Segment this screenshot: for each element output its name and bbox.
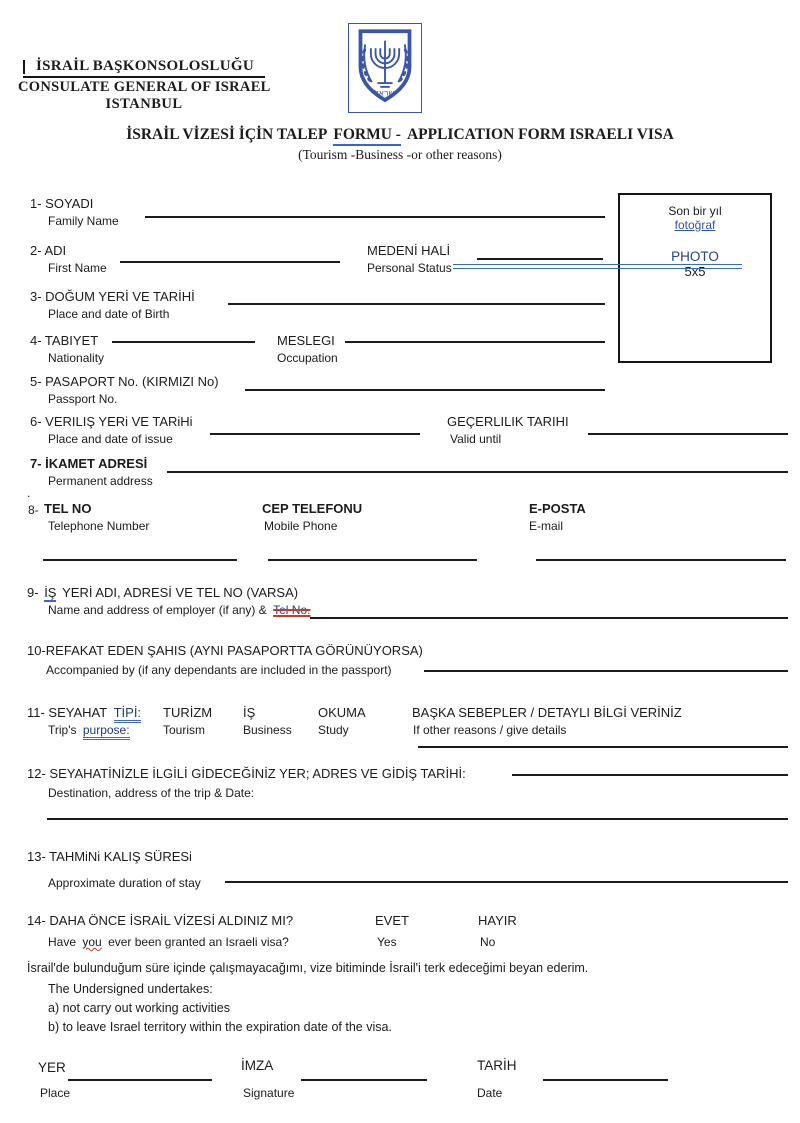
issue-place-date-input-line[interactable] <box>210 433 420 435</box>
passport-no-input-line[interactable] <box>245 389 605 391</box>
field-13-sublabel: Approximate duration of stay <box>48 876 201 890</box>
field-12-label: 12- SEYAHATİNİZLE İLGİLİ GİDECEĞİNİZ YER; ADRES VE GİDİŞ TARİHİ: <box>27 766 466 781</box>
consulate-name-underline <box>23 76 265 78</box>
field-2b-sublabel: Personal Status <box>367 261 452 275</box>
field-9-struck-telno: Tel No. <box>273 603 311 617</box>
field-8-label: TEL NO <box>44 501 92 516</box>
consulate-name-en: CONSULATE GENERAL OF ISRAEL <box>18 79 271 95</box>
field-8b-sublabel: Mobile Phone <box>264 519 338 533</box>
photo-caption-1: Son bir yıl <box>668 204 722 218</box>
field-6-sublabel: Place and date of issue <box>48 432 173 446</box>
field-12-sublabel: Destination, address of the trip & Date: <box>48 786 255 800</box>
israel-state-emblem-icon <box>348 23 422 113</box>
accompanied-by-input-line[interactable] <box>424 670 788 672</box>
field-2-sublabel: First Name <box>48 261 107 275</box>
previous-visa-yes-sub: Yes <box>377 935 397 949</box>
field-10-label: 10-REFAKAT EDEN ŞAHIS (AYNI PASAPORTTA GÖRÜNÜYORSA) <box>27 643 423 658</box>
field-6b-sublabel: Valid until <box>450 432 502 446</box>
field-6b-label: GEÇERLILIK TARIHI <box>447 414 569 429</box>
field-1-label: 1- SOYADI <box>30 196 94 211</box>
field-9-label-rest: YERİ ADI, ADRESİ VE TEL NO (VARSA) <box>62 585 299 600</box>
date-input-line[interactable] <box>543 1079 668 1081</box>
field-9-label-linked-word: İŞ <box>44 585 57 600</box>
field-14-sublabel-pre: Have <box>48 935 77 949</box>
menorah-shield-graphic <box>352 27 418 109</box>
trip-type-option-tourism[interactable]: TURİZM <box>163 705 213 720</box>
field-11-label-linked-word: TİPİ: <box>114 705 141 723</box>
footer-signature-sublabel: Signature <box>243 1086 295 1100</box>
photo-caption-4: 5x5 <box>684 264 706 279</box>
field-4-sublabel: Nationality <box>48 351 105 365</box>
footer-date-sublabel: Date <box>477 1086 503 1100</box>
other-reasons-input-line[interactable] <box>418 746 788 748</box>
field-9-number: 9- <box>27 585 39 600</box>
trip-type-option-study[interactable]: OKUMA <box>318 705 366 720</box>
personal-status-blue-line <box>453 264 742 269</box>
corner-bracket-mark <box>23 60 25 74</box>
nationality-input-line[interactable] <box>112 341 255 343</box>
field-14-marked-word: you <box>82 935 102 949</box>
signature-input-line[interactable] <box>301 1079 427 1081</box>
field-11-label-pre: 11- SEYAHAT <box>27 705 107 720</box>
field-8-sublabel: Telephone Number <box>48 519 150 533</box>
field-10-sublabel: Accompanied by (if any dependants are included in the passport) <box>46 663 392 677</box>
field-1-sublabel: Family Name <box>48 214 119 228</box>
previous-visa-no-option[interactable]: HAYIR <box>478 913 517 928</box>
field-8c-sublabel: E-mail <box>529 519 564 533</box>
destination-input-line-1[interactable] <box>512 774 788 776</box>
field-8-number: 8- <box>28 503 39 517</box>
field-11-label <box>27 705 141 720</box>
field-11-sublabel-pre: Trip's <box>48 723 77 737</box>
field-9-sublabel <box>48 603 310 617</box>
occupation-input-line[interactable] <box>345 341 605 343</box>
field-4-label: 4- TABIYET <box>30 333 99 348</box>
first-name-input-line[interactable] <box>120 261 340 263</box>
emblem-hebrew-text: ישראל <box>374 88 396 98</box>
form-title-en: APPLICATION FORM ISRAELI VISA <box>406 126 674 143</box>
trip-type-option-other[interactable]: BAŞKA SEBEPLER / DETAYLI BİLGİ VERİNİZ <box>412 705 682 720</box>
field-14-label: 14- DAHA ÖNCE İSRAİL VİZESİ ALDINIZ MI? <box>27 913 294 928</box>
field-2-label: 2- ADI <box>30 243 67 258</box>
footer-place-sublabel: Place <box>40 1086 71 1100</box>
place-input-line[interactable] <box>68 1079 212 1081</box>
field-15-item-a: a) not carry out working activities <box>48 1001 231 1015</box>
field-15-statement-tr: İsrail'de bulunduğum süre içinde çalışmayacağımı, vize bitiminde İsrail'i terk edeceğimi beyan ederim. <box>27 961 589 975</box>
field-3-sublabel: Place and date of Birth <box>48 307 170 321</box>
photo-caption-3: PHOTO <box>671 249 719 264</box>
form-title-tr: İSRAİL VİZESİ İÇİN TALEP <box>126 126 328 143</box>
field-13-label: 13- TAHMiNi KALIŞ SÜRESi <box>27 849 192 864</box>
mobile-phone-input-line[interactable] <box>268 559 477 561</box>
family-name-input-line[interactable] <box>145 216 605 218</box>
field-9-sublabel-text: Name and address of employer (if any) & <box>48 603 267 617</box>
previous-visa-no-sub: No <box>480 935 496 949</box>
valid-until-input-line[interactable] <box>588 433 788 435</box>
form-title <box>0 126 800 146</box>
trip-type-option-business[interactable]: İŞ <box>243 705 256 720</box>
email-input-line[interactable] <box>536 559 786 561</box>
field-4b-label: MESLEGI <box>277 333 335 348</box>
previous-visa-yes-option[interactable]: EVET <box>375 913 409 928</box>
field-7-label: 7- İKAMET ADRESİ <box>30 456 148 471</box>
field-4b-sublabel: Occupation <box>277 351 338 365</box>
field-8b-label: CEP TELEFONU <box>262 501 363 516</box>
form-title-link-word: FORMU - <box>333 126 401 146</box>
footer-place-label: YER <box>38 1060 66 1075</box>
consulate-name-tr: İSRAİL BAŞKONSOLOSLUĞU <box>36 58 254 74</box>
consulate-city: ISTANBUL <box>105 96 183 112</box>
field-8c-label: E-POSTA <box>529 501 586 516</box>
trip-type-option-other-sub: If other reasons / give details <box>413 723 567 737</box>
field-5-label: 5- PASAPORT No. (KIRMIZI No) <box>30 374 219 389</box>
birth-place-date-input-line[interactable] <box>228 303 605 305</box>
field-11-sublabel <box>48 723 130 737</box>
field-6-label: 6- VERILIŞ YERi VE TARiHi <box>30 414 193 429</box>
field-7-sublabel: Permanent address <box>48 474 153 488</box>
stray-period-mark: . <box>27 486 31 500</box>
field-11-sublabel-linked-word: purpose: <box>83 723 130 740</box>
photo-placeholder-box[interactable] <box>618 193 772 363</box>
field-15-item-b: b) to leave Israel territory within the expiration date of the visa. <box>48 1020 392 1034</box>
duration-of-stay-input-line[interactable] <box>225 881 788 883</box>
field-14-sublabel-post: ever been granted an Israeli visa? <box>108 935 289 949</box>
trip-type-option-tourism-sub: Tourism <box>163 723 206 737</box>
field-3-label: 3- DOĞUM YERİ VE TARİHİ <box>30 289 195 304</box>
destination-input-line-2[interactable] <box>47 818 788 820</box>
field-2b-label: MEDENİ HALİ <box>367 243 451 258</box>
trip-type-option-business-sub: Business <box>243 723 292 737</box>
field-5-sublabel: Passport No. <box>48 392 118 406</box>
personal-status-input-line[interactable] <box>477 258 603 260</box>
trip-type-option-study-sub: Study <box>318 723 349 737</box>
field-15-undertakes-intro: The Undersigned undertakes: <box>48 982 213 996</box>
field-9-label <box>27 585 298 600</box>
footer-signature-label: İMZA <box>241 1058 274 1073</box>
field-14-sublabel <box>48 935 289 949</box>
permanent-address-input-line[interactable] <box>167 471 788 473</box>
telephone-input-line[interactable] <box>43 559 237 561</box>
employer-input-line[interactable] <box>310 617 788 619</box>
form-subtitle: (Tourism -Business -or other reasons) <box>298 147 502 162</box>
footer-date-label: TARİH <box>477 1058 517 1073</box>
photo-caption-2: fotoğraf <box>674 218 716 232</box>
